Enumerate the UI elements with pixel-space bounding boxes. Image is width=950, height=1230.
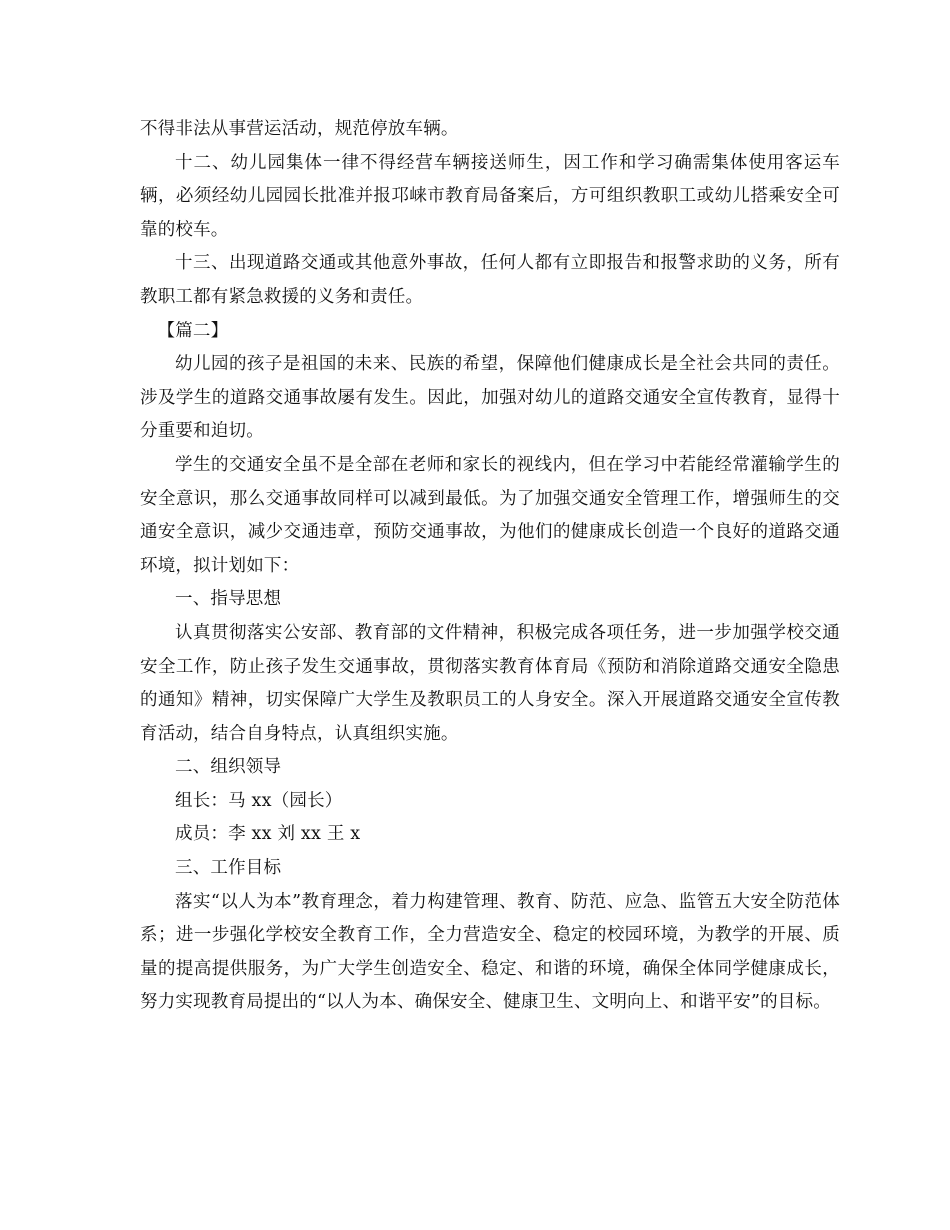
section-title-part-two: 【篇二】 <box>157 320 229 341</box>
paragraph-intro: 幼儿园的孩子是祖国的未来、民族的希望，保障他们健康成长是全社会共同的责任。涉及学生的道路交通事故屡有发生。因此，加强对幼儿的道路交通安全宣传教育，显得十分重要和迫切。 <box>140 354 840 442</box>
heading-guiding-thought: 一、指导思想 <box>175 589 282 610</box>
paragraph-purpose: 学生的交通安全虽不是全部在老师和家长的视线内，但在学习中若能经常灌输学生的安全意识，那么交通事故同样可以减到最低。为了加强交通安全管理工作，增强师生的交通安全意识，减少交通违章，预防交通事故，为他们的健康成长创造一个良好的道路交通环境，拟计划如下： <box>140 454 840 576</box>
paragraph-work-goals: 落实“以人为本”教育理念，着力构建管理、教育、防范、应急、监管五大安全防范体系；进一步强化学校安全教育工作，全力营造安全、稳定的校园环境，为教学的开展、质量的提高提供服务，为广大学生创造安全、稳定、和谐的环境，确保全体同学健康成长，努力实现教育局提出的“以人为本、确保安全、健康卫生、文明向上、和谐平安”的目标。 <box>140 891 840 1013</box>
paragraph-guiding-thought: 认真贯彻落实公安部、教育部的文件精神，积极完成各项任务，进一步加强学校交通安全工作，防止孩子发生交通事故，贯彻落实教育体育局《预防和消除道路交通安全隐患的通知》精神，切实保障广大学生及教职员工的人身安全。深入开展道路交通安全宣传教育活动，结合自身特点，认真组织实施。 <box>140 622 840 744</box>
heading-organization: 二、组织领导 <box>175 757 282 778</box>
paragraph-team-members: 成员：李 xx 刘 xx 王 x <box>175 824 361 845</box>
heading-work-goals: 三、工作目标 <box>175 858 282 879</box>
paragraph-continuation: 不得非法从事营运活动，规范停放车辆。 <box>140 119 459 139</box>
paragraph-team-leader: 组长：马 xx（园长） <box>175 790 343 811</box>
paragraph-item-twelve: 十二、幼儿园集体一律不得经营车辆接送师生，因工作和学习确需集体使用客运车辆，必须经幼儿园园长批准并报邛崃市教育局备案后，方可组织教职工或幼儿搭乘安全可靠的校车。 <box>140 152 840 240</box>
paragraph-item-thirteen: 十三、出现道路交通或其他意外事故，任何人都有立即报告和报警求助的义务，所有教职工都有紧急救援的义务和责任。 <box>140 253 840 307</box>
document-body <box>140 113 840 1020</box>
